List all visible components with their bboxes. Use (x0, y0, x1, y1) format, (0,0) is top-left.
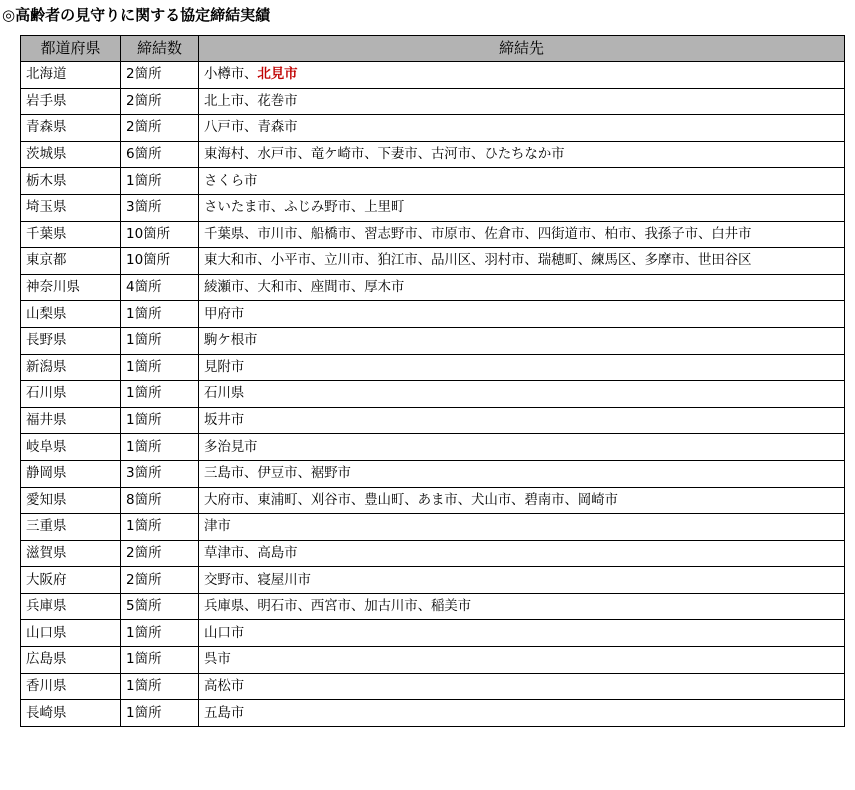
partners-text: 北上市、花巻市 (204, 92, 298, 109)
count-cell: 3箇所 (121, 460, 199, 487)
agreements-table (20, 35, 845, 727)
partners-cell (199, 168, 845, 195)
partners-text: 大府市、東浦町、刈谷市、豊山町、あま市、犬山市、碧南市、岡崎市 (204, 491, 618, 508)
count-cell: 1箇所 (121, 647, 199, 674)
count-cell: 4箇所 (121, 274, 199, 301)
table-row (21, 460, 845, 487)
prefecture-cell: 茨城県 (21, 141, 121, 168)
table-row (21, 487, 845, 514)
partners-text: 山口市 (204, 624, 245, 641)
table-row (21, 540, 845, 567)
partners-cell (199, 301, 845, 328)
partners-cell (199, 115, 845, 142)
partners-cell (199, 540, 845, 567)
partners-text: 綾瀬市、大和市、座間市、厚木市 (204, 279, 405, 296)
partners-text: さくら市 (204, 172, 258, 189)
prefecture-cell: 石川県 (21, 381, 121, 408)
prefecture-cell: 青森県 (21, 115, 121, 142)
partners-cell (199, 141, 845, 168)
partners-cell (199, 620, 845, 647)
prefecture-cell: 滋賀県 (21, 540, 121, 567)
table-row (21, 647, 845, 674)
partners-cell (199, 593, 845, 620)
partners-text: 交野市、寝屋川市 (204, 571, 311, 588)
count-cell: 2箇所 (121, 115, 199, 142)
partners-text: 兵庫県、明石市、西宮市、加古川市、稲美市 (204, 598, 471, 615)
table-row (21, 301, 845, 328)
prefecture-cell: 山梨県 (21, 301, 121, 328)
prefecture-cell: 大阪府 (21, 567, 121, 594)
prefecture-cell: 千葉県 (21, 221, 121, 248)
table-row (21, 434, 845, 461)
partners-text: 草津市、高島市 (204, 544, 298, 561)
partners-cell (199, 354, 845, 381)
prefecture-cell: 北海道 (21, 62, 121, 89)
partners-text: 見附市 (204, 358, 245, 375)
partners-cell (199, 88, 845, 115)
count-cell: 1箇所 (121, 354, 199, 381)
count-cell: 1箇所 (121, 673, 199, 700)
count-cell: 2箇所 (121, 62, 199, 89)
partners-text: 千葉県、市川市、船橋市、習志野市、市原市、佐倉市、四街道市、柏市、我孫子市、白井市 (204, 225, 752, 242)
table-row (21, 221, 845, 248)
partners-cell (199, 567, 845, 594)
partners-cell (199, 514, 845, 541)
partners-text: 東大和市、小平市、立川市、狛江市、品川区、羽村市、瑞穂町、練馬区、多摩市、世田谷区 (204, 252, 752, 269)
partners-text: 甲府市 (204, 305, 245, 322)
table-row (21, 248, 845, 275)
table-row (21, 381, 845, 408)
count-cell: 5箇所 (121, 593, 199, 620)
partners-cell (199, 274, 845, 301)
prefecture-cell: 香川県 (21, 673, 121, 700)
table-row (21, 593, 845, 620)
partners-text: 津市 (204, 518, 231, 535)
prefecture-cell: 神奈川県 (21, 274, 121, 301)
partners-text: 五島市 (204, 704, 245, 721)
table-body (21, 62, 845, 727)
count-cell: 1箇所 (121, 381, 199, 408)
partners-cell (199, 647, 845, 674)
column-header-prefecture: 都道府県 (21, 36, 121, 62)
partners-text: 呉市 (204, 651, 231, 668)
column-header-partners: 締結先 (199, 36, 845, 62)
page-title: ◎高齢者の見守りに関する協定締結実績 (2, 6, 271, 24)
table-row (21, 354, 845, 381)
table-row (21, 514, 845, 541)
partners-cell (199, 62, 845, 89)
table-row (21, 620, 845, 647)
prefecture-cell: 栃木県 (21, 168, 121, 195)
count-cell: 1箇所 (121, 301, 199, 328)
count-cell: 1箇所 (121, 620, 199, 647)
prefecture-cell: 新潟県 (21, 354, 121, 381)
prefecture-cell: 福井県 (21, 407, 121, 434)
partners-text: 高松市 (204, 677, 245, 694)
partners-cell (199, 248, 845, 275)
table-row (21, 274, 845, 301)
table-row (21, 115, 845, 142)
table-row (21, 673, 845, 700)
count-cell: 10箇所 (121, 221, 199, 248)
table-row (21, 567, 845, 594)
table-row (21, 62, 845, 89)
table-row (21, 141, 845, 168)
partners-text: 八戸市、青森市 (204, 119, 298, 136)
partners-cell (199, 673, 845, 700)
prefecture-cell: 長野県 (21, 327, 121, 354)
partners-cell (199, 487, 845, 514)
partners-cell (199, 221, 845, 248)
partners-text: 石川県 (204, 385, 245, 402)
count-cell: 1箇所 (121, 700, 199, 727)
column-header-count: 締結数 (121, 36, 199, 62)
table-row (21, 194, 845, 221)
count-cell: 1箇所 (121, 514, 199, 541)
count-cell: 8箇所 (121, 487, 199, 514)
count-cell: 1箇所 (121, 168, 199, 195)
prefecture-cell: 三重県 (21, 514, 121, 541)
partners-text: 小樽市、 (204, 66, 258, 83)
prefecture-cell: 広島県 (21, 647, 121, 674)
partners-text: 坂井市 (204, 412, 245, 429)
partners-cell (199, 327, 845, 354)
table-header-row (21, 36, 845, 62)
partners-text: 東海村、水戸市、竜ケ崎市、下妻市、古河市、ひたちなか市 (204, 146, 565, 163)
partners-cell (199, 700, 845, 727)
prefecture-cell: 長崎県 (21, 700, 121, 727)
prefecture-cell: 山口県 (21, 620, 121, 647)
prefecture-cell: 埼玉県 (21, 194, 121, 221)
table-row (21, 407, 845, 434)
partners-cell (199, 194, 845, 221)
partners-cell (199, 407, 845, 434)
prefecture-cell: 東京都 (21, 248, 121, 275)
table-row (21, 168, 845, 195)
partners-cell (199, 434, 845, 461)
count-cell: 2箇所 (121, 567, 199, 594)
count-cell: 1箇所 (121, 407, 199, 434)
count-cell: 6箇所 (121, 141, 199, 168)
partners-cell (199, 381, 845, 408)
table-row (21, 88, 845, 115)
prefecture-cell: 岩手県 (21, 88, 121, 115)
prefecture-cell: 兵庫県 (21, 593, 121, 620)
table-row (21, 327, 845, 354)
prefecture-cell: 愛知県 (21, 487, 121, 514)
partners-text: 駒ケ根市 (204, 332, 258, 349)
prefecture-cell: 岐阜県 (21, 434, 121, 461)
prefecture-cell: 静岡県 (21, 460, 121, 487)
partners-cell (199, 460, 845, 487)
partners-text: さいたま市、ふじみ野市、上里町 (204, 199, 405, 216)
partners-text: 多治見市 (204, 438, 258, 455)
count-cell: 2箇所 (121, 540, 199, 567)
count-cell: 1箇所 (121, 434, 199, 461)
count-cell: 1箇所 (121, 327, 199, 354)
table-row (21, 700, 845, 727)
count-cell: 2箇所 (121, 88, 199, 115)
partners-text: 三島市、伊豆市、裾野市 (204, 465, 351, 482)
partners-highlight-text: 北見市 (257, 66, 298, 83)
count-cell: 3箇所 (121, 194, 199, 221)
count-cell: 10箇所 (121, 248, 199, 275)
